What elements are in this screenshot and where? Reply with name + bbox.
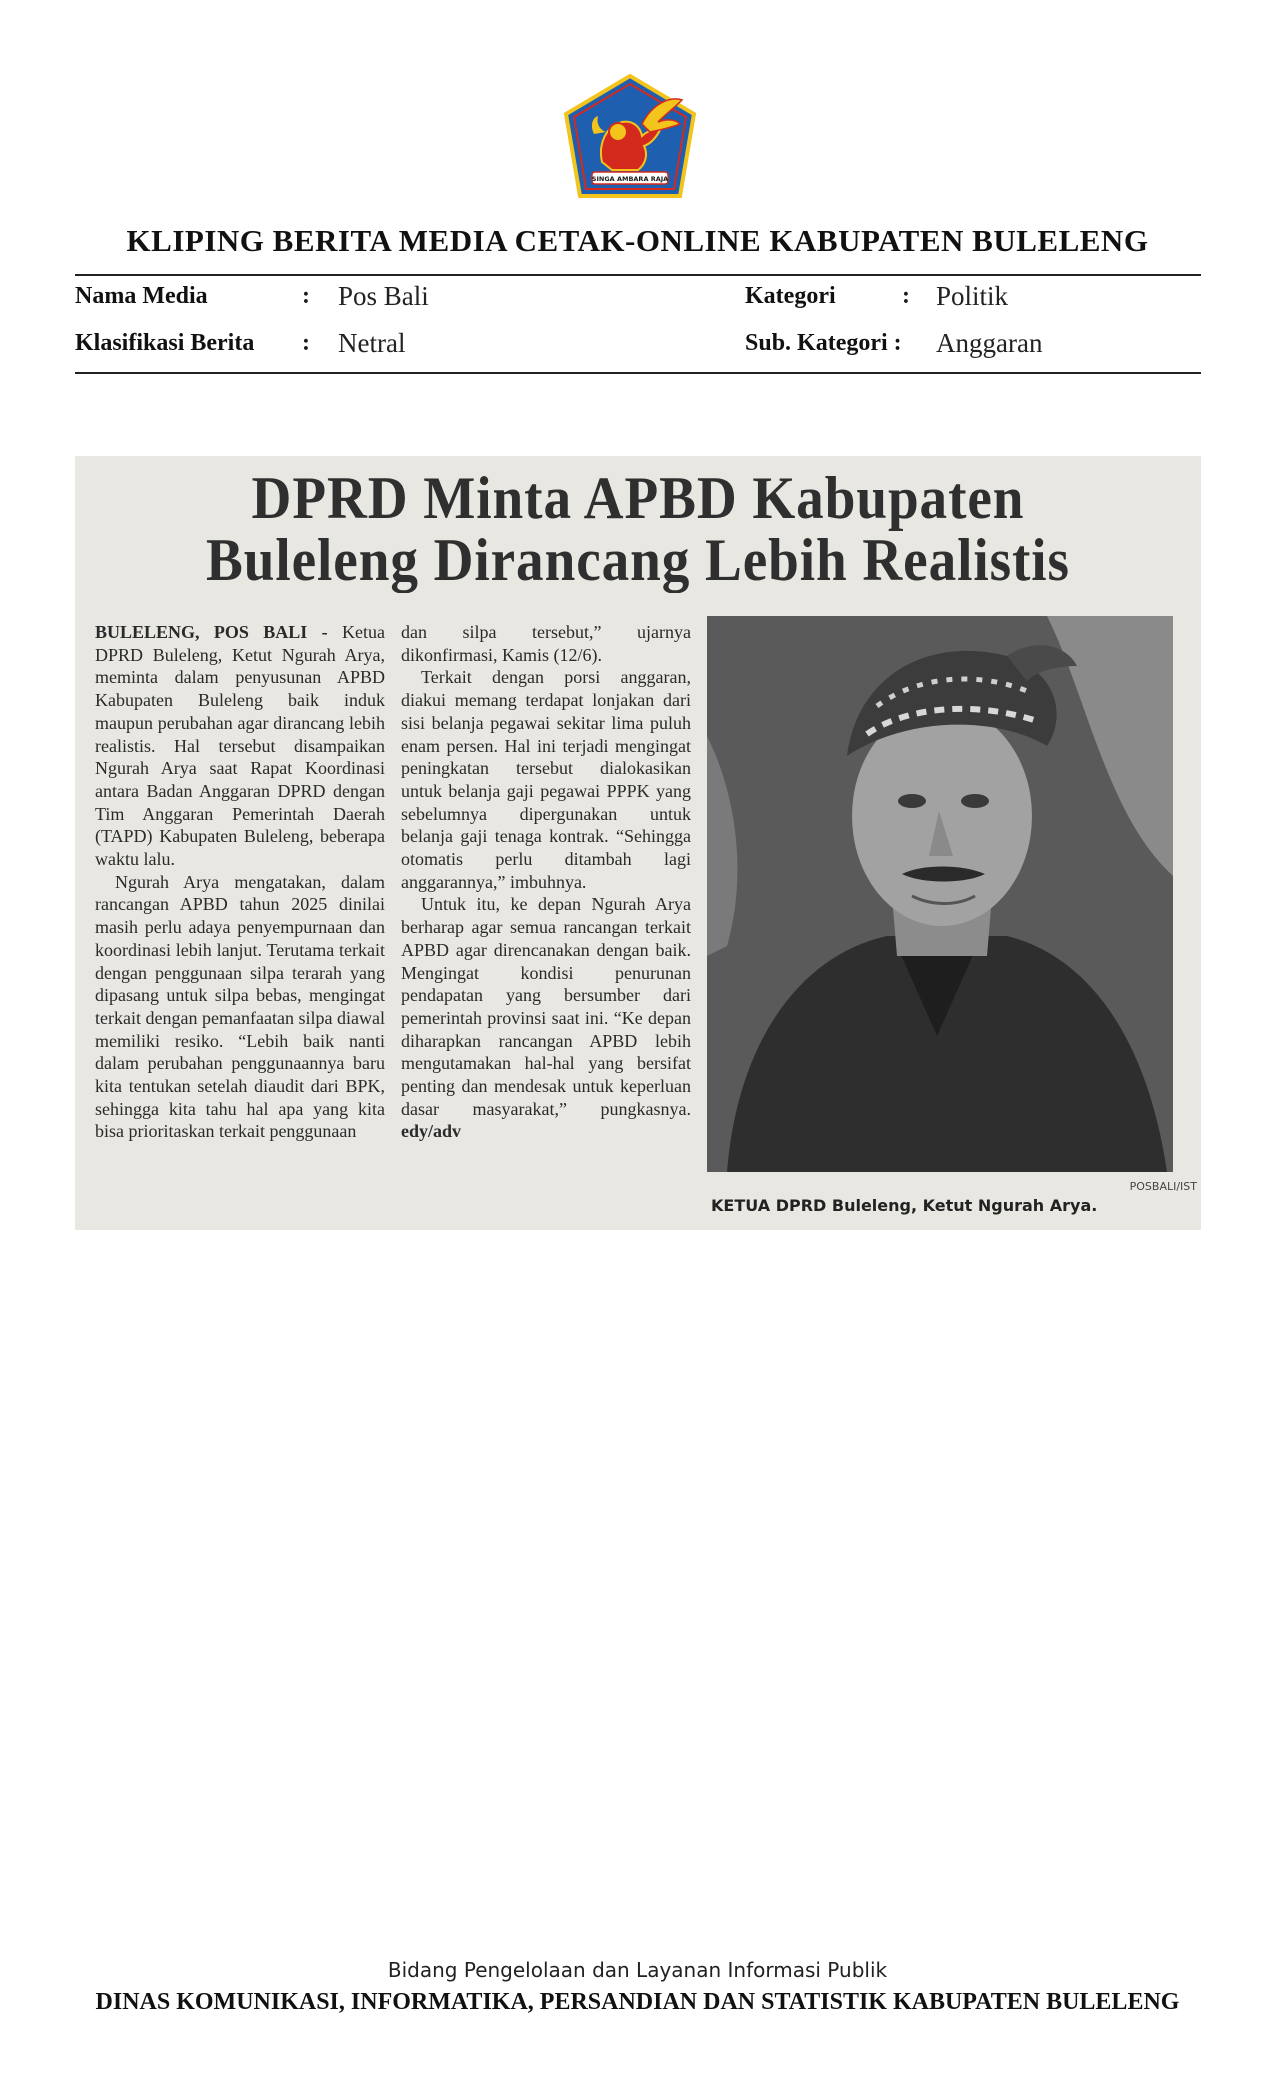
article-column-1	[95, 621, 385, 1143]
paragraph-text: Ketua DPRD Buleleng, Ketut Ngurah Arya, meminta dalam penyusunan APBD Kabupaten Buleleng baik induk maupun perubahan agar dirancang lebih realistis. Hal tersebut disampaikan Ngurah Arya saat Rapat Koordinasi antara Badan Anggaran DPRD dengan Tim Anggaran Pemerintah Daerah (TAPD) Kabupaten Buleleng, beberapa waktu lalu.	[95, 622, 386, 870]
nama-media-colon: :	[302, 283, 310, 309]
article-paragraph	[95, 621, 385, 871]
photo-caption: KETUA DPRD Buleleng, Ketut Ngurah Arya.	[711, 1196, 1098, 1215]
photo-credit: POSBALI/IST	[1129, 1180, 1197, 1193]
header-divider-bottom	[75, 372, 1201, 374]
article-column-2	[401, 621, 691, 1143]
sub-kategori-value: Anggaran	[936, 328, 1043, 358]
kategori-value: Politik	[936, 281, 1009, 311]
newspaper-clipping	[75, 456, 1201, 1230]
author-credit: edy/adv	[401, 1121, 462, 1142]
portrait-photo	[707, 616, 1173, 1172]
klasifikasi-berita-colon: :	[302, 330, 310, 356]
headline-line-1: DPRD Minta APBD Kabupaten	[251, 465, 1025, 531]
klasifikasi-berita-value: Netral	[338, 328, 406, 358]
kategori-colon: :	[902, 283, 910, 309]
kategori-label: Kategori	[745, 283, 836, 309]
paragraph-text: Untuk itu, ke depan Ngurah Arya berharap agar semua rancangan terkait APBD agar direncanakan dengan baik. Mengingat kondisi penurunan pendapatan yang bersumber dari pemerintah provinsi saat ini. “Ke depan diharapkan rancangan APBD lebih mengutamakan hal-hal yang bersifat penting dan mendesak untuk keperluan dasar masyarakat,” pungkasnya.	[401, 894, 691, 1119]
klasifikasi-berita-label: Klasifikasi Berita	[75, 330, 255, 356]
article-paragraph: Terkait dengan porsi anggaran, diakui memang terdapat lonjakan dari sisi belanja pegawai sekitar lima puluh enam persen. Hal ini terjadi mengingat peningkatan tersebut dialokasikan untuk belanja gaji pegawai PPPK yang sebelumnya dipergunakan untuk belanja gaji tenaga kontrak. “Sehingga otomatis perlu ditambah lagi anggarannya,” imbuhnya.	[401, 667, 691, 892]
article-paragraph: Ngurah Arya mengatakan, dalam rancangan APBD tahun 2025 dinilai masih perlu adaya penyempurnaan dan koordinasi lebih lanjut. Terutama terkait dengan penggunaan silpa terarah yang dipasang untuk silpa bebas, mengingat terkait dengan pemanfaatan silpa diawal memiliki resiko. “Lebih baik nanti dalam perubahan penggunaannya baru kita tentukan setelah diaudit dari BPK, sehingga kita tahu hal apa yang kita bisa prioritaskan terkait penggunaan	[95, 871, 385, 1142]
nama-media-label: Nama Media	[75, 283, 208, 309]
header-divider-top	[75, 274, 1201, 276]
document-title: KLIPING BERITA MEDIA CETAK-ONLINE KABUPATEN BULELENG	[126, 223, 1149, 258]
sub-kategori-label: Sub. Kategori :	[745, 330, 902, 356]
footer-division-name: Bidang Pengelolaan dan Layanan Informasi Publik	[387, 1958, 888, 1982]
portrait-illustration-icon	[707, 616, 1173, 1172]
singa-ambara-raja-emblem-icon	[562, 74, 698, 200]
dateline: BULELENG, POS BALI -	[95, 622, 328, 642]
singa-ambara-raja-logo	[562, 74, 698, 200]
article-paragraph	[401, 893, 691, 1143]
footer-agency-name: DINAS KOMUNIKASI, INFORMATIKA, PERSANDIAN DAN STATISTIK KABUPATEN BULELENG	[95, 1989, 1180, 2015]
headline-line-2: Buleleng Dirancang Lebih Realistis	[206, 527, 1070, 593]
logo-ribbon-text: SINGA AMBARA RAJA	[591, 175, 669, 183]
nama-media-value: Pos Bali	[338, 281, 429, 311]
article-paragraph: dan silpa tersebut,” ujarnya dikonfirmasi, Kamis (12/6).	[401, 622, 691, 665]
